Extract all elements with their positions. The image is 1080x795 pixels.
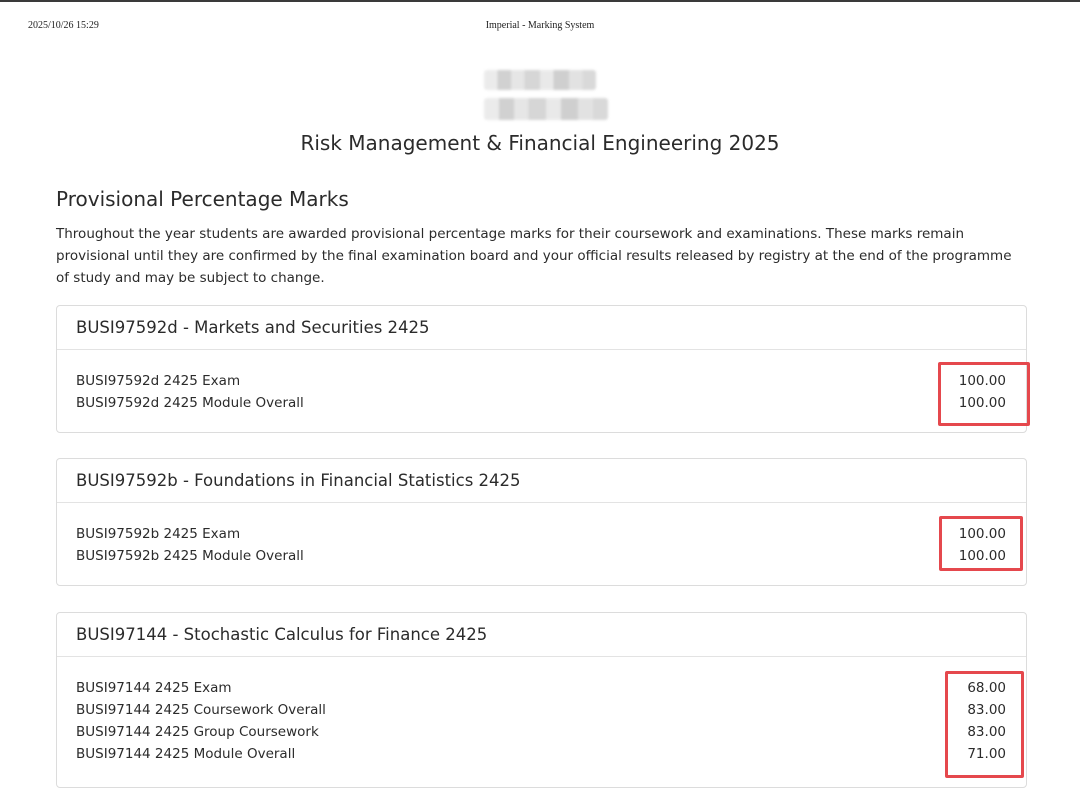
mark-value: 100.00 [958,395,1006,411]
mark-label: BUSI97592b 2425 Exam [76,526,241,542]
mark-row [76,392,1007,414]
print-datetime: 2025/10/26 15:29 [28,20,99,31]
intro-paragraph: Throughout the year students are awarded provisional percentage marks for their coursework and examinations. These marks remain provisional until they are confirmed by the final examination board and your official results released by registry at the end of the programme of study and may be subject to change. [56,226,1012,286]
mark-value: 83.00 [967,702,1006,718]
mark-row [76,545,1007,567]
mark-value: 71.00 [967,746,1006,762]
mark-row [76,699,1007,721]
print-page-title: Imperial - Marking System [485,20,595,31]
mark-label: BUSI97144 2425 Group Coursework [76,724,319,740]
mark-value: 100.00 [958,373,1006,389]
module-title: BUSI97592b - Foundations in Financial Statistics 2425 [57,459,1026,503]
mark-row [76,370,1007,392]
module-marks [57,503,1026,585]
programme-title: Risk Management & Financial Engineering 2025 [300,131,780,155]
module-card [56,612,1027,788]
mark-value: 83.00 [967,724,1006,740]
module-title: BUSI97144 - Stochastic Calculus for Finance 2425 [57,613,1026,657]
module-marks [57,657,1026,783]
module-card [56,458,1027,586]
mark-label: BUSI97592d 2425 Module Overall [76,395,304,411]
redacted-student-name [484,70,596,90]
mark-value: 100.00 [958,548,1006,564]
module-marks [57,350,1026,432]
highlight-box [938,362,1030,426]
mark-row [76,721,1007,743]
mark-label: BUSI97144 2425 Coursework Overall [76,702,326,718]
highlight-box [945,671,1024,778]
mark-label: BUSI97144 2425 Exam [76,680,232,696]
highlight-box [939,516,1023,571]
module-card [56,305,1027,433]
mark-row [76,743,1007,765]
mark-value: 68.00 [967,680,1006,696]
mark-row [76,523,1007,545]
mark-label: BUSI97144 2425 Module Overall [76,746,296,762]
mark-value: 100.00 [958,526,1006,542]
mark-label: BUSI97592d 2425 Exam [76,373,241,389]
redacted-student-id [484,98,608,120]
page-top-border [0,0,1080,2]
mark-label: BUSI97592b 2425 Module Overall [76,548,304,564]
module-title: BUSI97592d - Markets and Securities 2425 [57,306,1026,350]
section-heading: Provisional Percentage Marks [56,187,349,211]
mark-row [76,677,1007,699]
